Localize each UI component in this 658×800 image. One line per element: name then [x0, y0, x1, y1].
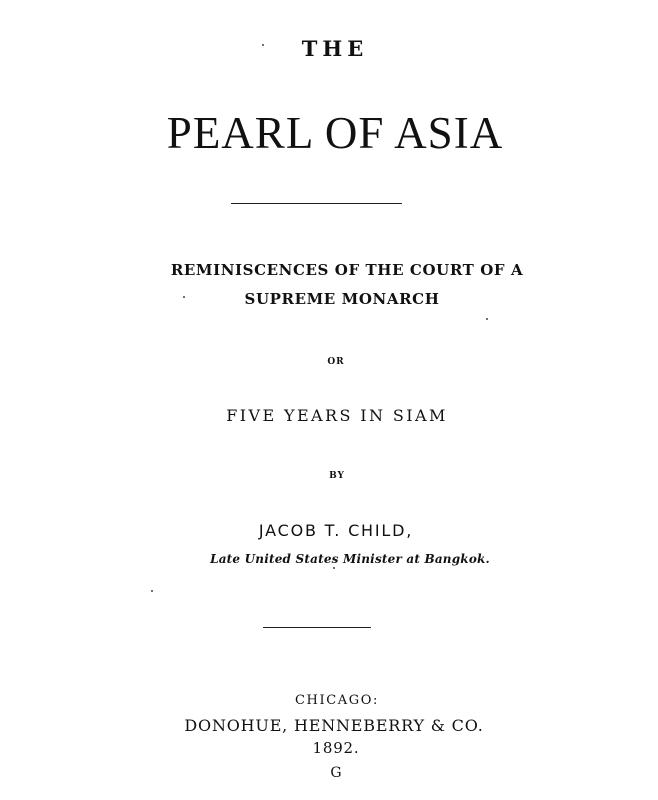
subtitle-line-1: REMINISCENCES OF THE COURT OF A: [170, 261, 524, 279]
conjunction-by: BY: [329, 471, 345, 481]
author-description: Late United States Minister at Bangkok.: [210, 552, 490, 566]
scan-speck: [333, 567, 335, 569]
imprint-year: 1892.: [312, 739, 360, 757]
scan-speck: [262, 44, 264, 46]
imprint-mark: G: [330, 765, 342, 781]
scan-speck: [486, 318, 488, 320]
conjunction-or: OR: [327, 357, 345, 367]
scan-speck: [183, 296, 185, 298]
imprint-city: CHICAGO:: [295, 693, 379, 708]
alternate-title: FIVE YEARS IN SIAM: [226, 406, 448, 425]
book-title: PEARL OF ASIA: [166, 108, 504, 158]
author-name: JACOB T. CHILD,: [258, 521, 414, 540]
divider-rule-top: [231, 203, 402, 204]
scan-speck: [151, 590, 153, 592]
imprint-publisher: DONOHUE, HENNEBERRY & CO.: [184, 716, 484, 735]
subtitle-line-2: SUPREME MONARCH: [244, 290, 440, 308]
divider-rule-bottom: [263, 627, 371, 628]
pre-title: THE: [301, 36, 369, 61]
